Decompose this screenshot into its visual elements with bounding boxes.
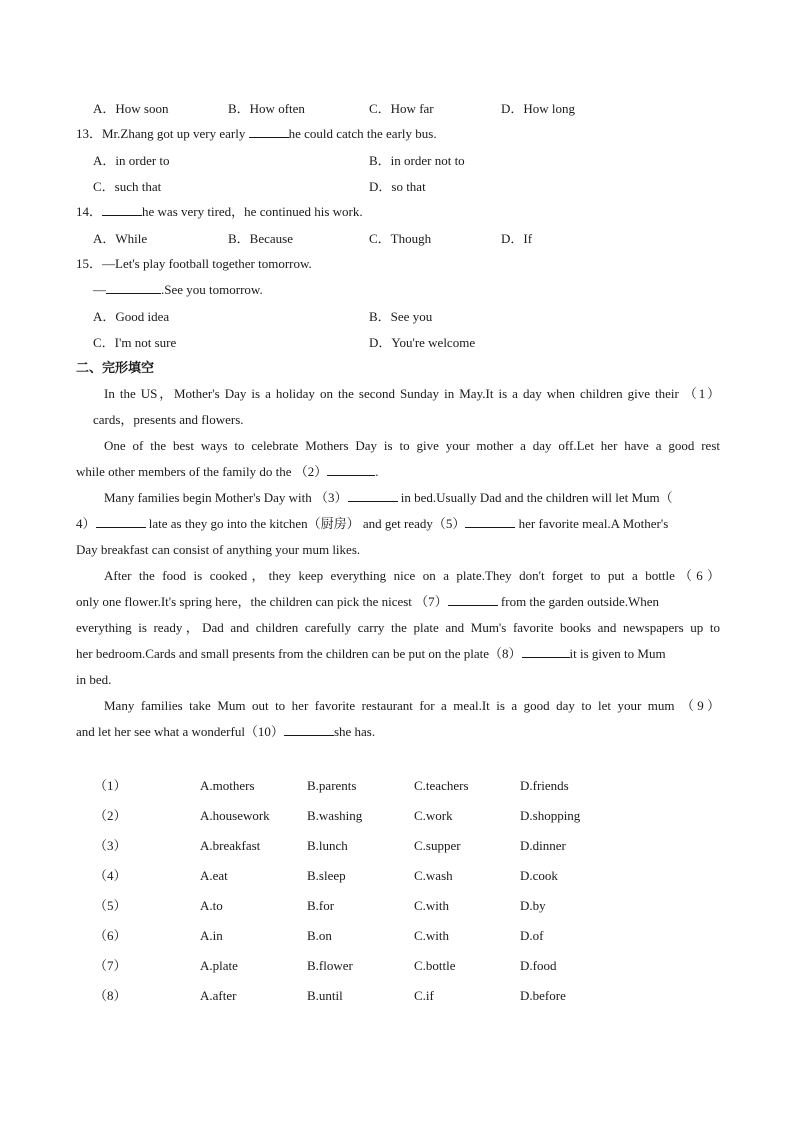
choice-b: B.for bbox=[307, 898, 335, 913]
q15-dash: — bbox=[93, 282, 106, 297]
answer-blank bbox=[327, 463, 375, 476]
choice-a: A.breakfast bbox=[200, 838, 261, 853]
choice-c: C.bottle bbox=[414, 958, 456, 973]
choice-number: （6） bbox=[94, 928, 127, 943]
choice-row bbox=[0, 776, 794, 796]
passage-line: After the food is cooked，they keep everything nice on a plate.They don't forget to put a bottle（6） bbox=[104, 568, 720, 583]
choice-number: （2） bbox=[94, 808, 127, 823]
choice-row bbox=[0, 806, 794, 826]
passage-line: Many families take Mum out to her favorite restaurant for a meal.It is a good day to let your mum （9） bbox=[104, 698, 720, 713]
choice-c: C.with bbox=[414, 928, 450, 943]
q14-stem-end: he was very tired，he continued his work. bbox=[142, 204, 363, 219]
passage-line: In the US，Mother's Day is a holiday on the second Sunday in May.It is a day when children give their （1） bbox=[104, 386, 720, 401]
choice-row bbox=[0, 896, 794, 916]
passage-line: Day breakfast can consist of anything your mum likes. bbox=[76, 542, 361, 557]
q13-option-a: A．in order to bbox=[93, 153, 170, 168]
passage-text: Many families begin Mother's Day with （3） bbox=[104, 490, 348, 505]
answer-blank bbox=[249, 125, 289, 138]
q12-option-a: A．How soon bbox=[93, 101, 169, 116]
passage-line: One of the best ways to celebrate Mothers Day is to give your mother a day off.Let her have a good rest bbox=[104, 438, 720, 453]
answer-blank bbox=[106, 281, 161, 294]
choice-d: D.friends bbox=[520, 778, 569, 793]
passage-line bbox=[76, 514, 720, 534]
choice-a: A.after bbox=[200, 988, 237, 1003]
choice-b: B.washing bbox=[307, 808, 363, 823]
choice-number: （8） bbox=[94, 988, 127, 1003]
q15-reply-end: .See you tomorrow. bbox=[161, 282, 263, 297]
choice-b: B.sleep bbox=[307, 868, 346, 883]
answer-blank bbox=[465, 515, 515, 528]
answer-blank bbox=[96, 515, 146, 528]
q13-option-c: C．such that bbox=[93, 179, 162, 194]
choice-d: D.shopping bbox=[520, 808, 581, 823]
choice-c: C.work bbox=[414, 808, 453, 823]
q14-option-b: B．Because bbox=[228, 231, 293, 246]
passage-text: while other members of the family do the （2） bbox=[76, 464, 328, 479]
choice-a: A.mothers bbox=[200, 778, 255, 793]
answer-blank bbox=[348, 489, 398, 502]
q12-option-b: B．How often bbox=[228, 101, 305, 116]
choice-row bbox=[0, 836, 794, 856]
q13-stem-end: he could catch the early bus. bbox=[288, 126, 437, 141]
passage-text: and let her see what a wonderful（10） bbox=[76, 724, 284, 739]
choice-a: A.to bbox=[200, 898, 223, 913]
choice-d: D.dinner bbox=[520, 838, 566, 853]
choice-c: C.supper bbox=[414, 838, 461, 853]
q13-stem bbox=[76, 124, 720, 144]
passage-line: everything is ready，Dad and children carefully carry the plate and Mum's favorite books and newspapers up to bbox=[76, 620, 720, 635]
q13-option-b: B．in order not to bbox=[369, 153, 465, 168]
choice-number: （7） bbox=[94, 958, 127, 973]
q14-option-a: A．While bbox=[93, 231, 148, 246]
passage-text: she has. bbox=[333, 724, 376, 739]
passage-line bbox=[76, 722, 720, 742]
choice-d: D.food bbox=[520, 958, 557, 973]
q15-option-c: C．I'm not sure bbox=[93, 335, 177, 350]
answer-blank bbox=[522, 645, 570, 658]
choice-c: C.wash bbox=[414, 868, 453, 883]
passage-text: in bed.Usually Dad and the children will let Mum（ bbox=[397, 490, 673, 505]
choice-d: D.cook bbox=[520, 868, 558, 883]
choice-d: D.by bbox=[520, 898, 546, 913]
passage-text: . bbox=[375, 464, 379, 479]
q12-option-d: D．How long bbox=[501, 101, 576, 116]
passage-text: only one flower.It's spring here，the children can pick the nicest （7） bbox=[76, 594, 448, 609]
passage-line bbox=[76, 592, 720, 612]
passage-line bbox=[76, 644, 720, 664]
choice-c: C.if bbox=[414, 988, 434, 1003]
choice-a: A.plate bbox=[200, 958, 238, 973]
passage-line bbox=[76, 462, 720, 482]
choice-number: （3） bbox=[94, 838, 127, 853]
q13-option-d: D．so that bbox=[369, 179, 426, 194]
q14-stem-start: 14． bbox=[76, 204, 103, 219]
choice-a: A.housework bbox=[200, 808, 270, 823]
choice-d: D.of bbox=[520, 928, 544, 943]
q15-reply bbox=[93, 280, 737, 300]
q14-option-c: C．Though bbox=[369, 231, 432, 246]
answer-blank bbox=[102, 203, 142, 216]
q14-option-d: D．If bbox=[501, 231, 533, 246]
passage-line bbox=[104, 488, 720, 508]
passage-text: it is given to Mum bbox=[569, 646, 666, 661]
choice-b: B.parents bbox=[307, 778, 357, 793]
choice-row bbox=[0, 866, 794, 886]
choice-b: B.lunch bbox=[307, 838, 348, 853]
choice-row bbox=[0, 926, 794, 946]
choice-row bbox=[0, 986, 794, 1006]
choice-a: A.in bbox=[200, 928, 223, 943]
q15-option-d: D．You're welcome bbox=[369, 335, 476, 350]
answer-blank bbox=[448, 593, 498, 606]
choice-c: C.teachers bbox=[414, 778, 469, 793]
choice-number: （1） bbox=[94, 778, 127, 793]
q15-stem: 15．—Let's play football together tomorrow. bbox=[76, 256, 312, 271]
choice-a: A.eat bbox=[200, 868, 228, 883]
choice-b: B.on bbox=[307, 928, 332, 943]
q12-option-c: C．How far bbox=[369, 101, 434, 116]
passage-text: late as they go into the kitchen（厨房） and get ready（5） bbox=[145, 516, 466, 531]
q15-option-a: A．Good idea bbox=[93, 309, 170, 324]
section-heading: 二、完形填空 bbox=[76, 360, 155, 375]
passage-text: her favorite meal.A Mother's bbox=[515, 516, 669, 531]
choice-number: （5） bbox=[94, 898, 127, 913]
passage-text: 4） bbox=[76, 516, 96, 531]
choice-row bbox=[0, 956, 794, 976]
choice-c: C.with bbox=[414, 898, 450, 913]
choice-b: B.until bbox=[307, 988, 343, 1003]
q14-stem bbox=[76, 202, 720, 222]
choice-d: D.before bbox=[520, 988, 566, 1003]
answer-blank bbox=[284, 723, 334, 736]
choice-b: B.flower bbox=[307, 958, 353, 973]
q13-stem-start: 13．Mr.Zhang got up very early bbox=[76, 126, 249, 141]
passage-text: her bedroom.Cards and small presents from the children can be put on the plate（8） bbox=[76, 646, 522, 661]
passage-line: in bed. bbox=[76, 672, 112, 687]
choice-number: （4） bbox=[94, 868, 127, 883]
passage-line: cards，presents and flowers. bbox=[93, 412, 244, 427]
q15-option-b: B．See you bbox=[369, 309, 433, 324]
passage-text: from the garden outside.When bbox=[497, 594, 660, 609]
